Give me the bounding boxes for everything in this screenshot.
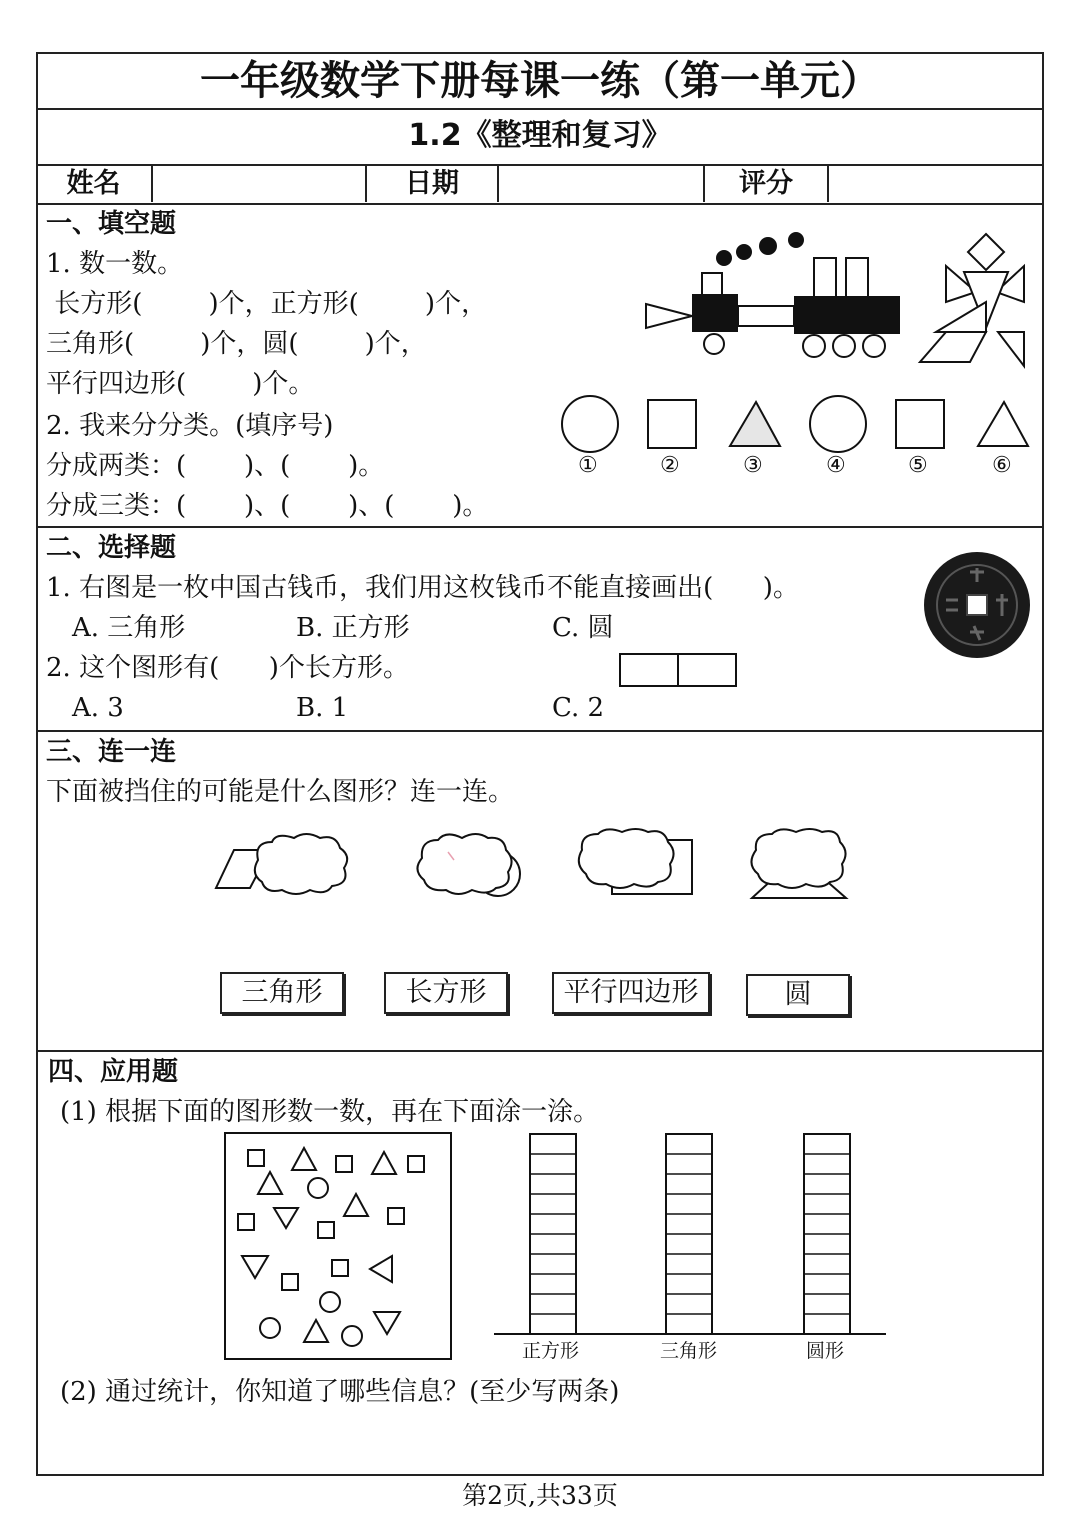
application-q1: (1) 根据下面的图形数一数，再在下面涂一涂。 (60, 1097, 600, 1127)
divider (36, 730, 1044, 732)
divider (36, 526, 1044, 528)
choice-q1-option-a[interactable]: A. 三角形 (72, 613, 186, 643)
section4-heading: 四、应用题 (48, 1057, 179, 1087)
hidden-parallelogram (210, 830, 360, 900)
shape-number-6: ⑥ (992, 453, 1012, 478)
divider (36, 203, 1044, 205)
choice-q2-option-a[interactable]: A. 3 (72, 693, 124, 723)
match-label-parallelogram[interactable]: 平行四边形 (552, 972, 710, 1014)
divider (36, 1050, 1044, 1052)
q2-line2: 分成三类：( )、( )、( )。 (46, 491, 489, 521)
date-label: 日期 (367, 166, 499, 202)
shape-number-4: ④ (826, 453, 846, 478)
score-field[interactable] (829, 166, 1042, 202)
choice-q1: 1. 右图是一枚中国古钱币，我们用这枚钱币不能直接画出( )。 (46, 573, 799, 603)
tally-chart (492, 1132, 892, 1346)
q2-prompt: 2. 我来分分类。(填序号) (46, 411, 334, 441)
name-label: 姓名 (36, 166, 153, 202)
q1-line1: 长方形( )个，正方形( )个， (46, 289, 488, 319)
section2-heading: 二、选择题 (46, 533, 177, 563)
page-number: 第2页,共33页 (462, 1481, 618, 1510)
choice-q2-option-c[interactable]: C. 2 (552, 693, 605, 723)
page-title: 一年级数学下册每课一练（第一单元） (200, 58, 880, 104)
divider (36, 108, 1044, 110)
answer-area[interactable] (60, 1414, 1020, 1470)
hidden-rectangle (572, 826, 698, 898)
date-field[interactable] (499, 166, 705, 202)
score-label: 评分 (705, 166, 829, 202)
section1-heading: 一、填空题 (46, 209, 177, 239)
chart-label-square: 正方形 (522, 1340, 580, 1362)
shape-number-1: ① (578, 453, 598, 478)
chart-label-triangle: 三角形 (660, 1340, 718, 1362)
train-picture (640, 228, 910, 368)
chart-label-circle: 圆形 (806, 1340, 845, 1362)
q1-prompt: 1. 数一数。 (46, 249, 184, 279)
tangram-figure (916, 232, 1030, 368)
ancient-coin-picture (922, 550, 1032, 660)
match-label-rectangle[interactable]: 长方形 (384, 972, 508, 1014)
q2-line1: 分成两类：( )、( )。 (46, 451, 385, 481)
match-prompt: 下面被挡住的可能是什么图形？连一连。 (46, 777, 515, 807)
choice-q2-option-b[interactable]: B. 1 (296, 693, 349, 723)
choice-q1-option-b[interactable]: B. 正方形 (296, 613, 410, 643)
two-rectangles-figure (618, 652, 740, 690)
match-label-triangle[interactable]: 三角形 (220, 972, 344, 1014)
match-label-circle[interactable]: 圆 (746, 974, 850, 1016)
q1-line3: 平行四边形( )个。 (46, 369, 315, 399)
application-q2: (2) 通过统计，你知道了哪些信息？(至少写两条) (60, 1377, 620, 1407)
shape-number-5: ⑤ (908, 453, 928, 478)
q1-line2: 三角形( )个，圆( )个， (46, 329, 427, 359)
shape-number-3: ③ (743, 453, 763, 478)
shape-count-box (224, 1132, 454, 1362)
section3-heading: 三、连一连 (46, 737, 177, 767)
hidden-circle (408, 830, 528, 904)
name-field[interactable] (153, 166, 367, 202)
shape-set (556, 394, 1036, 454)
choice-q2: 2. 这个图形有( )个长方形。 (46, 653, 409, 683)
lesson-title: 1.2《整理和复习》 (408, 118, 672, 153)
shape-number-2: ② (660, 453, 680, 478)
choice-q1-option-c[interactable]: C. 圆 (552, 613, 614, 643)
hidden-triangle (744, 826, 854, 902)
